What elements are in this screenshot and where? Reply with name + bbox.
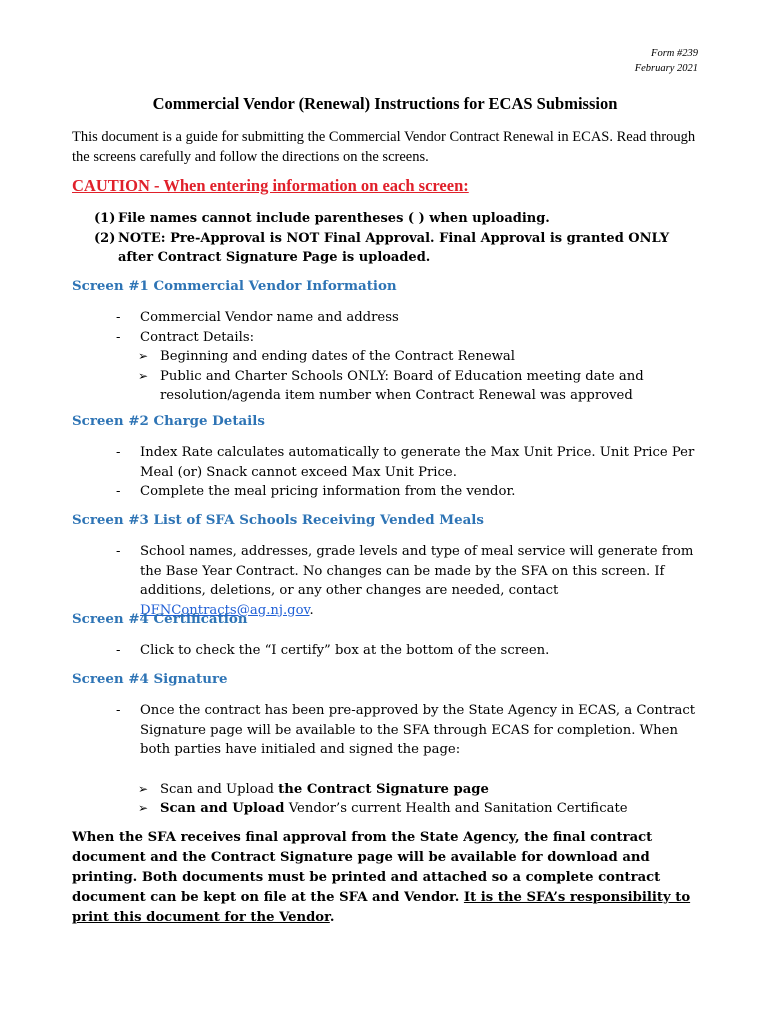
- dash-bullet: -: [116, 445, 121, 460]
- screen1-sublist: [138, 347, 706, 406]
- list-item-text: [140, 542, 706, 620]
- list-item-text: Click to check the “I certify” box at the bottom of the screen.: [140, 643, 550, 658]
- note-number: (1): [94, 211, 116, 226]
- list-item: [116, 701, 706, 760]
- screen2-list: [116, 443, 706, 502]
- dash-bullet: -: [116, 329, 121, 345]
- caution-notes: [94, 209, 704, 268]
- document-title: Commercial Vendor (Renewal) Instructions for ECAS Submission: [152, 94, 618, 113]
- list-item-text: Once the contract has been pre-approved by the State Agency in ECAS, a Contract Signature page will be available to the SFA through ECAS for completion. When both parties have initialed and signed the page:: [140, 703, 696, 757]
- sub-item-text: [160, 799, 628, 819]
- screen4-signature-heading: Screen #4 Signature: [72, 671, 228, 687]
- dash-bullet: -: [116, 703, 121, 718]
- dash-bullet: -: [116, 310, 121, 325]
- arrow-bullet-icon: ➢: [138, 781, 149, 796]
- screen3-list: [116, 542, 706, 620]
- sub-item-text-bold: Scan and Upload: [160, 801, 285, 816]
- caution-heading: CAUTION - When entering information on each screen:: [72, 176, 469, 195]
- sub-item-text: [160, 780, 489, 800]
- screen4-signature-sublist: [138, 780, 706, 819]
- list-item: [116, 641, 706, 661]
- note-1: [94, 209, 704, 229]
- list-item-text: Complete the meal pricing information from the vendor.: [140, 484, 516, 499]
- screen1-list: [116, 308, 706, 406]
- list-item-text: Index Rate calculates automatically to generate the Max Unit Price. Unit Price Per Meal (or) Snack cannot exceed Max Unit Price.: [140, 445, 695, 480]
- arrow-bullet-icon: ➢: [138, 368, 149, 383]
- contact-email-link[interactable]: DFNContracts@ag.nj.gov: [140, 602, 310, 618]
- form-number: Form #239: [651, 48, 698, 59]
- form-date: February 2021: [634, 63, 698, 74]
- note-number: (2): [94, 230, 116, 246]
- list-item: [116, 482, 706, 502]
- dash-bullet: -: [116, 484, 121, 499]
- screen4-signature-list: [116, 701, 706, 819]
- list-item-text: Contract Details:: [140, 329, 255, 345]
- list-item-text-main: School names, addresses, grade levels and type of meal service will generate from the Base Year Contract. No changes can be made by the SFA on this screen. If additions, deletions, or any other changes are needed, contact: [140, 544, 694, 598]
- dash-bullet: -: [116, 544, 121, 559]
- list-item-text: Commercial Vendor name and address: [140, 310, 399, 325]
- note-text: NOTE: Pre-Approval is NOT Final Approval. Final Approval is granted ONLY after Contract Signature Page is uploaded.: [118, 230, 670, 265]
- closing-underlined-text: It is the SFA’s responsibility to print this document for the Vendor: [72, 890, 691, 925]
- arrow-bullet-icon: ➢: [138, 349, 149, 363]
- screen4-certification-list: [116, 641, 706, 661]
- list-item-text-end: .: [309, 602, 314, 618]
- list-item: [116, 308, 706, 328]
- intro-paragraph: This document is a guide for submitting the Commercial Vendor Contract Renewal in ECAS. Read through the screens carefully and follow the directions on the screens.: [72, 129, 696, 165]
- dash-bullet: -: [116, 643, 121, 658]
- note-2: [94, 229, 704, 268]
- sub-item-text: Public and Charter Schools ONLY: Board of Education meeting date and resolution/agenda item number when Contract Renewal was approved: [160, 368, 644, 403]
- list-item: [116, 443, 706, 482]
- screen2-heading: Screen #2 Charge Details: [72, 413, 265, 429]
- sub-list-item: [138, 799, 706, 819]
- sub-item-text-bold: the Contract Signature page: [278, 781, 489, 797]
- screen1-heading: Screen #1 Commercial Vendor Information: [72, 278, 397, 294]
- closing-end: .: [329, 910, 335, 925]
- form-number-block: [635, 46, 698, 76]
- arrow-bullet-icon: ➢: [138, 801, 149, 815]
- sub-item-text: Beginning and ending dates of the Contract Renewal: [160, 349, 515, 364]
- sub-list-item: [138, 367, 706, 406]
- closing-paragraph: [72, 828, 702, 928]
- sub-list-item: [138, 780, 706, 800]
- sub-item-text-plain: Scan and Upload: [160, 781, 279, 797]
- screen3-heading: Screen #3 List of SFA Schools Receiving Vended Meals: [72, 512, 484, 528]
- sub-list-item: [138, 347, 706, 367]
- closing-text: When the SFA receives final approval from the State Agency, the final contract document and the Contract Signature page will be available for download and printing. Both documents must be printed and attached so a complete contract document can be kept on file at the SFA and Vendor.: [72, 830, 661, 905]
- screen4-certification-heading: Screen #4 Certification: [72, 611, 248, 627]
- list-item: [116, 328, 706, 348]
- sub-item-text-plain: Vendor’s current Health and Sanitation Certificate: [284, 801, 628, 816]
- list-item: [116, 542, 706, 620]
- note-text: File names cannot include parentheses ( ) when uploading.: [118, 211, 550, 226]
